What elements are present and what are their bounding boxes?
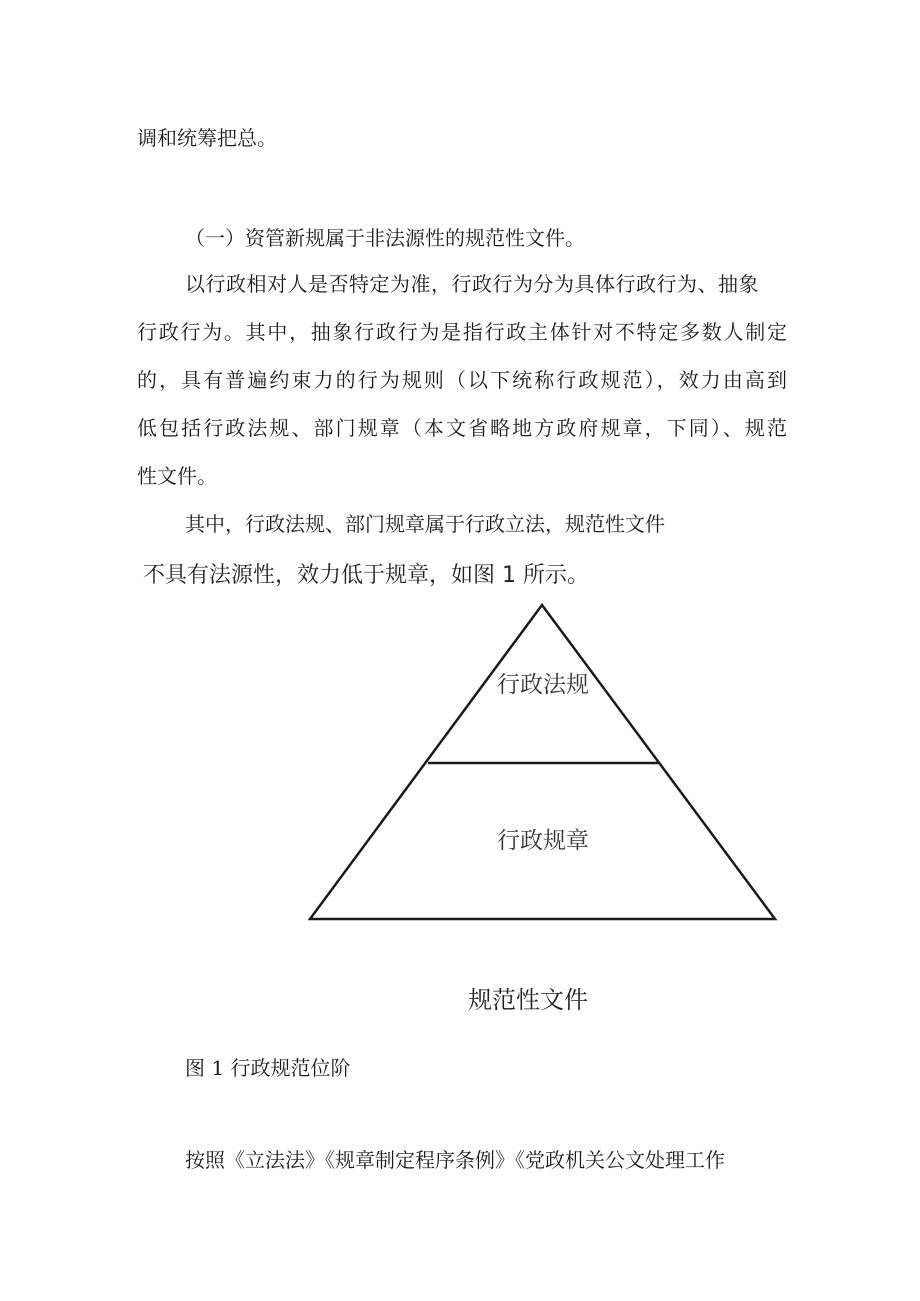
tier-label-top: 行政法规 <box>497 672 589 698</box>
paragraph-line: 低包括行政法规、部门规章（本文省略地方政府规章，下同）、规范 <box>137 416 787 440</box>
tier-label-middle: 行政规章 <box>497 828 589 854</box>
paragraph-line: 性文件。 <box>137 464 217 488</box>
paragraph-ending: 调和统筹把总。 <box>137 126 277 150</box>
paragraph-line: 行政行为。其中，抽象行政行为是指行政主体针对不特定多数人制定 <box>137 320 787 344</box>
figure-caption: 图 1 行政规范位阶 <box>185 1056 351 1080</box>
paragraph-line: 其中，行政法规、部门规章属于行政立法，规范性文件 <box>185 512 665 536</box>
tier-label-bottom: 规范性文件 <box>468 986 588 1014</box>
paragraph-line: 以行政相对人是否特定为准，行政行为分为具体行政行为、抽象 <box>185 272 759 296</box>
paragraph-line: 的，具有普遍约束力的行为规则（以下统称行政规范），效力由高到 <box>137 368 787 392</box>
section-heading: （一）资管新规属于非法源性的规范性文件。 <box>185 226 585 250</box>
paragraph-line: 按照《立法法》《规章制定程序条例》《党政机关公文处理工作 <box>185 1148 725 1172</box>
paragraph-line: 不具有法源性，效力低于规章，如图 1 所示。 <box>143 563 589 588</box>
